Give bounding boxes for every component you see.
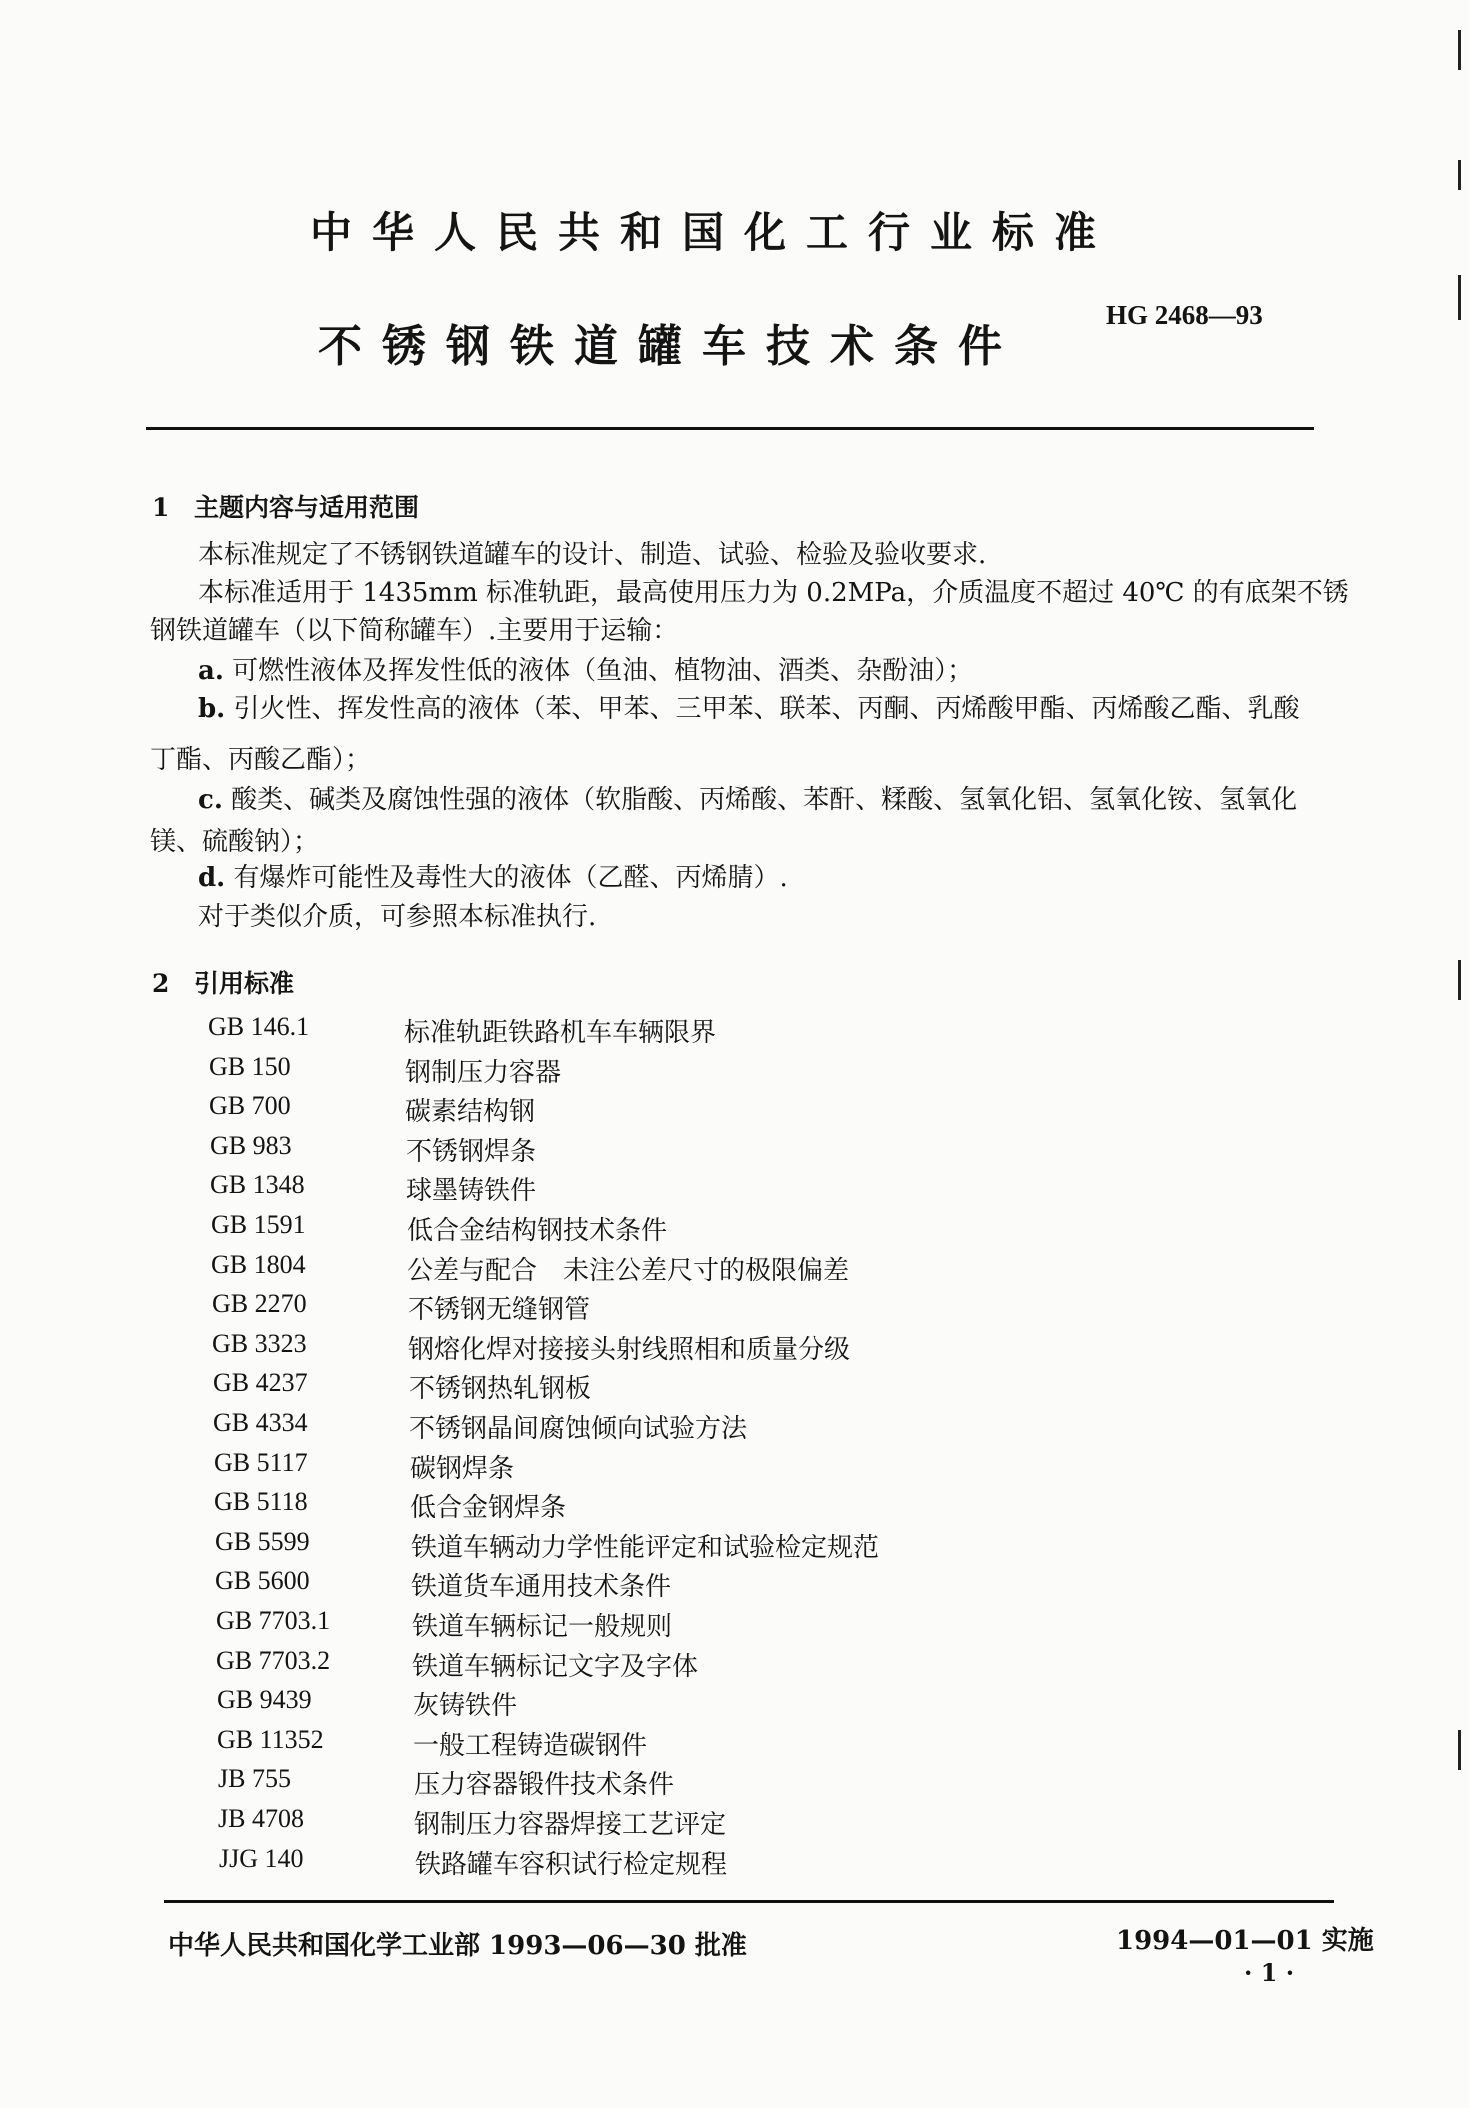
reference-title: 不锈钢晶间腐蚀倾向试验方法 [409,1414,748,1444]
reference-code: GB 1804 [211,1250,306,1279]
scan-mark [1458,275,1461,320]
effective-date: 1994—01—01 实施 [1116,1926,1374,1956]
section-1-title: 主题内容与适用范围 [194,493,420,522]
reference-code: GB 150 [209,1052,291,1081]
standard-code: HG 2468—93 [1106,300,1263,330]
reference-title: 标准轨距铁路机车车辆限界 [404,1018,717,1048]
reference-title: 钢熔化焊对接接头射线照相和质量分级 [408,1335,851,1365]
reference-title: 铁道车辆标记文字及字体 [412,1652,699,1682]
list-item-c-text: 酸类、碱类及腐蚀性强的液体（软脂酸、丙烯酸、苯酐、糅酸、氢氧化铝、氢氧化铵、氢氧化 [231,785,1298,815]
reference-title: 低合金结构钢技术条件 [407,1216,668,1246]
standard-category: 中华人民共和国化工行业标准 [310,208,1117,257]
section-1-paragraph-2-line-2: 钢铁道罐车（以下简称罐车）.主要用于运输： [150,616,679,646]
reference-title: 钢制压力容器 [405,1058,562,1088]
header-divider [146,427,1314,430]
scan-mark [1458,160,1461,190]
reference-title: 铁道车辆标记一般规则 [412,1612,673,1642]
reference-title: 不锈钢热轧钢板 [409,1374,592,1404]
reference-code: GB 5117 [214,1448,308,1477]
reference-title: 灰铸铁件 [413,1691,518,1721]
section-1-number: 1 [152,493,170,522]
list-item-d-text: 有爆炸可能性及毒性大的液体（乙醛、丙烯腈）. [233,863,788,893]
section-2-title: 引用标准 [194,969,295,998]
reference-code: GB 4237 [213,1368,308,1397]
list-item-c [198,781,1297,819]
reference-code: GB 983 [210,1131,292,1160]
reference-title: 铁路罐车容积试行检定规程 [415,1850,728,1880]
reference-title: 碳素结构钢 [405,1097,536,1127]
section-2-heading [152,964,294,1000]
section-2-number: 2 [152,969,170,998]
reference-code: GB 146.1 [208,1012,310,1041]
list-item-b [198,690,1300,728]
reference-code: GB 9439 [217,1685,312,1714]
list-item-b-continuation: 丁酯、丙酸乙酯）； [150,745,372,775]
footer-divider [164,1900,1334,1903]
section-1-closing: 对于类似介质，可参照本标准执行. [198,902,597,932]
list-item-a-text: 可燃性液体及挥发性低的液体（鱼油、植物油、酒类、杂酚油）； [232,656,974,686]
reference-code: GB 7703.1 [216,1606,331,1635]
reference-code: GB 5599 [215,1527,310,1556]
list-item-a [198,652,973,690]
reference-code: GB 11352 [217,1725,324,1754]
reference-title: 铁道车辆动力学性能评定和试验检定规范 [411,1533,880,1563]
reference-code: GB 1591 [211,1210,306,1239]
reference-code: GB 700 [209,1091,291,1120]
reference-code: GB 3323 [212,1329,307,1358]
scan-mark [1458,30,1461,70]
reference-title: 压力容器锻件技术条件 [414,1770,675,1800]
approval-statement: 中华人民共和国化学工业部 1993—06—30 批准 [168,1931,747,1961]
reference-code: GB 1348 [210,1170,305,1199]
reference-code: GB 4334 [213,1408,308,1437]
scan-mark [1458,960,1461,1000]
reference-title: 铁道货车通用技术条件 [411,1572,672,1602]
reference-title: 公差与配合 未注公差尺寸的极限偏差 [407,1256,850,1286]
list-item-c-mark: c. [198,785,223,815]
reference-title: 碳钢焊条 [410,1454,515,1484]
reference-code: GB 5600 [215,1566,310,1595]
section-1-paragraph-2-line-1: 本标准适用于 1435mm 标准轨距，最高使用压力为 0.2MPa，介质温度不超过 40℃ 的有底架不锈 [198,578,1349,608]
reference-title: 低合金钢焊条 [410,1493,567,1523]
reference-title: 一般工程铸造碳钢件 [413,1731,648,1761]
reference-code: JB 755 [218,1764,291,1793]
reference-code: GB 7703.2 [216,1646,331,1675]
document-title: 不锈钢铁道罐车技术条件 [318,321,1022,372]
reference-title: 不锈钢无缝钢管 [408,1295,591,1325]
reference-title: 球墨铸铁件 [406,1176,537,1206]
section-1-heading [152,488,419,524]
list-item-a-mark: a. [198,656,224,686]
reference-code: GB 2270 [212,1289,307,1318]
reference-title: 不锈钢焊条 [406,1137,537,1167]
list-item-d-mark: d. [198,863,226,893]
reference-title: 钢制压力容器焊接工艺评定 [414,1810,727,1840]
list-item-b-mark: b. [198,694,226,724]
list-item-b-text: 引火性、挥发性高的液体（苯、甲苯、三甲苯、联苯、丙酮、丙烯酸甲酯、丙烯酸乙酯、乳酸 [233,694,1300,724]
reference-code: JJG 140 [219,1844,304,1873]
list-item-d [198,859,788,897]
reference-code: JB 4708 [218,1804,304,1833]
scan-mark [1458,1730,1461,1770]
reference-code: GB 5118 [214,1487,308,1516]
page-number: · 1 · [1244,1958,1295,1987]
list-item-c-continuation: 镁、硫酸钠）； [150,827,320,857]
section-1-paragraph-1: 本标准规定了不锈钢铁道罐车的设计、制造、试验、检验及验收要求. [198,540,987,570]
